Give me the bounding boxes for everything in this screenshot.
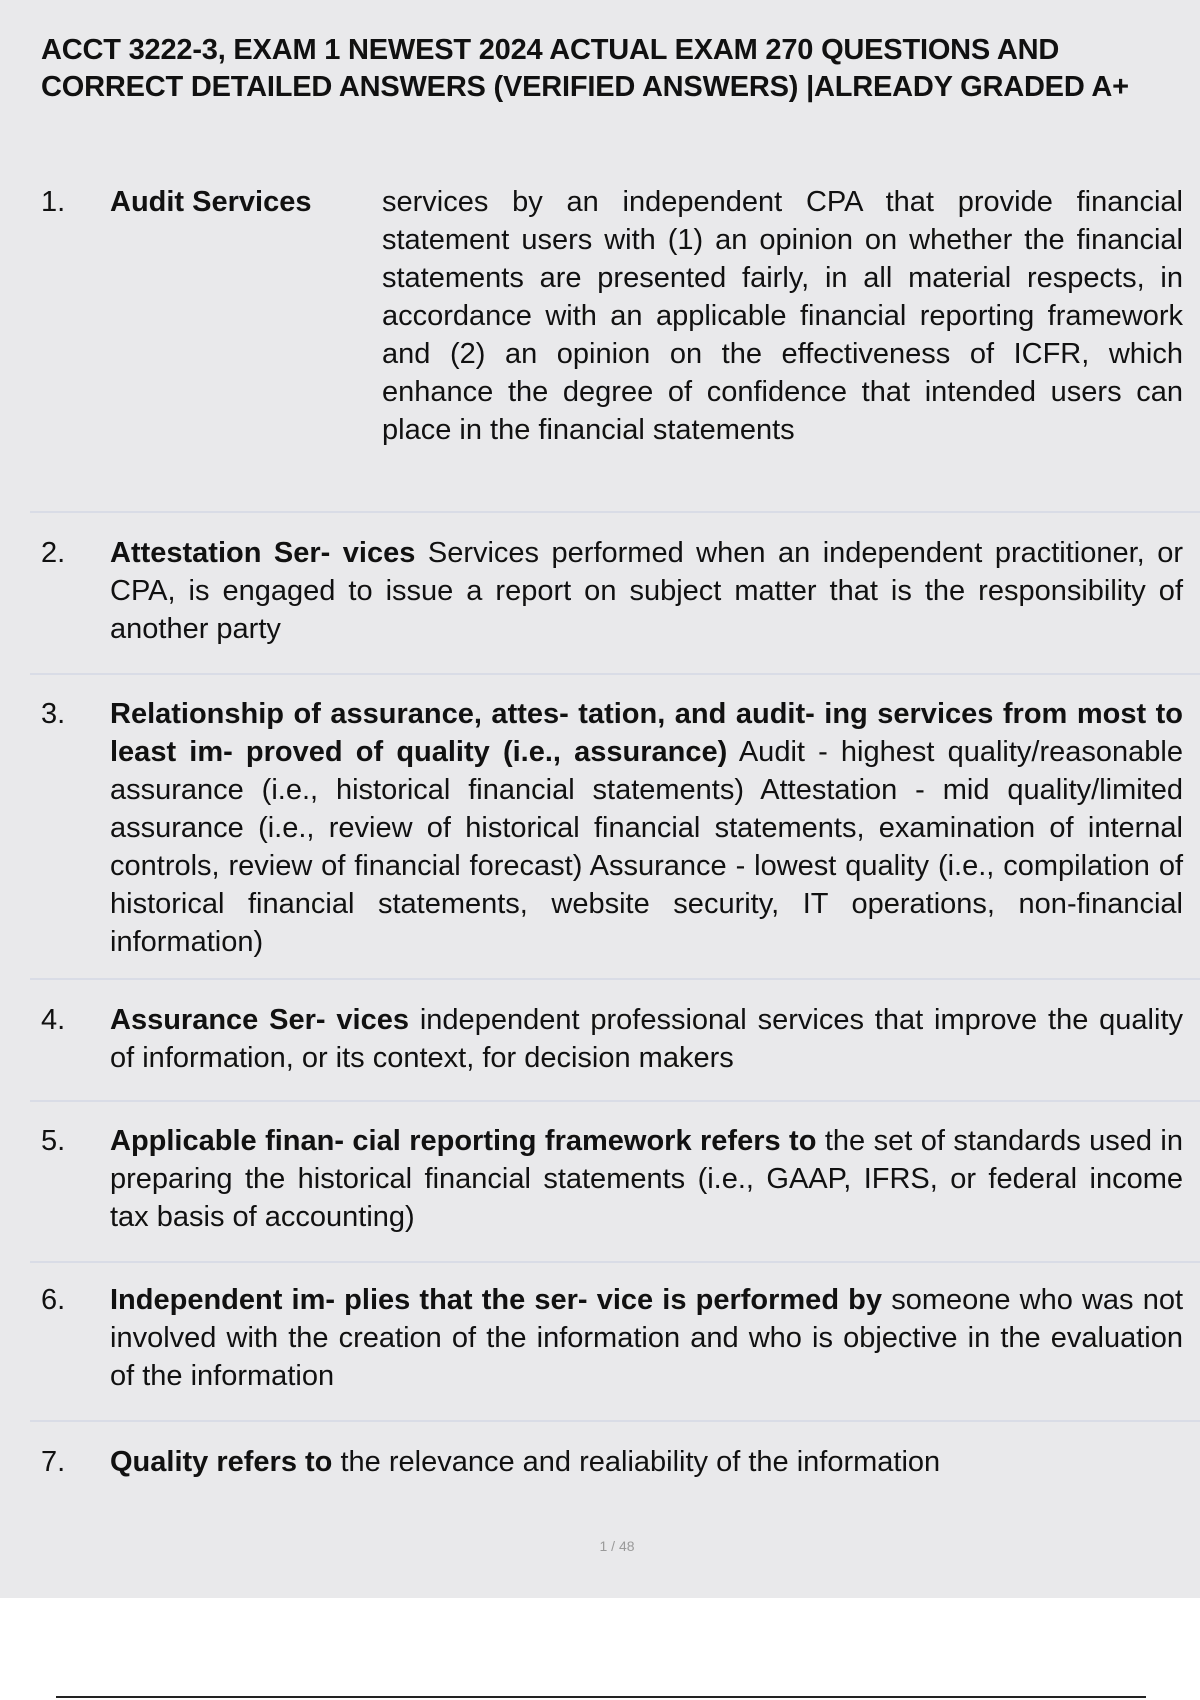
- document-title: ACCT 3222-3, EXAM 1 NEWEST 2024 ACTUAL EXAM 270 QUESTIONS AND CORRECT DETAILED ANSWERS (VERIFIED ANSWERS) |ALREADY GRADED A+: [41, 34, 1129, 103]
- entry-definition: services by an independent CPA that provide financial statement users with (1) an opinion on whether the financial statements are presented fairly, in all material respects, in accordance with an applicable financial reporting framework and (2) an opinion on the effectiveness of ICFR, which enhance the degree of confidence that intended users can place in the financial statements: [382, 186, 1183, 446]
- entry-term: Attestation Ser- vices: [110, 537, 416, 569]
- entry-divider: [30, 673, 1200, 675]
- entry-term: Audit Services: [110, 186, 312, 218]
- entry-number: 3.: [41, 698, 66, 730]
- entry-text: [110, 534, 1183, 648]
- entry-divider: [30, 1261, 1200, 1263]
- entry-number: 2.: [41, 537, 66, 569]
- entry-text: [110, 695, 1183, 961]
- entry-term: Assurance Ser- vices: [110, 1004, 409, 1036]
- entry-definition: Audit - highest quality/reasonable assurance (i.e., historical financial statements) Attestation - mid quality/limited assurance (i.e., review of historical financial statements, examination of internal controls, review of financial forecast) Assurance - lowest quality (i.e., compilation of historical financial statements, website security, IT operations, non-financial information): [110, 736, 1183, 958]
- entry-text: [110, 1122, 1183, 1236]
- entry-divider: [30, 1420, 1200, 1422]
- entry-definition: the set of standards used in preparing the historical financial statements (i.e., GAAP, IFRS, or federal income tax basis of accounting): [110, 1125, 1184, 1233]
- entry-text: [110, 1281, 1183, 1395]
- entry-number: 4.: [41, 1004, 66, 1036]
- next-page-top-rule: [56, 1696, 1146, 1698]
- entry-divider: [30, 511, 1200, 513]
- entry-definition: independent professional services that improve the quality of information, or its context, for decision makers: [110, 1004, 1184, 1074]
- entry-number: 6.: [41, 1284, 66, 1316]
- entry-number: 1.: [41, 186, 66, 218]
- entry-term: Applicable finan- cial reporting framework refers to: [110, 1125, 817, 1157]
- entry-divider: [30, 978, 1200, 980]
- entry-definition: the relevance and realiability of the information: [340, 1446, 941, 1478]
- entry-term: Relationship of assurance, attes- tation, and audit- ing services from most to least im- proved of quality (i.e., assurance): [110, 698, 1183, 768]
- entry-term: Quality refers to: [110, 1446, 333, 1478]
- entry-divider: [30, 1100, 1200, 1102]
- entry-text: [110, 1443, 1183, 1481]
- entry-number: 7.: [41, 1446, 66, 1478]
- page-indicator: 1 / 48: [599, 1538, 635, 1554]
- entry-term: Independent im- plies that the ser- vice is performed by: [110, 1284, 883, 1316]
- entry-definition: someone who was not involved with the creation of the information and who is objective in the evaluation of the information: [110, 1284, 1184, 1392]
- entry-number: 5.: [41, 1125, 66, 1157]
- entry-definition: Services performed when an independent practitioner, or CPA, is engaged to issue a report on subject matter that is the responsibility of another party: [110, 537, 1184, 645]
- entry-text: [110, 1001, 1183, 1077]
